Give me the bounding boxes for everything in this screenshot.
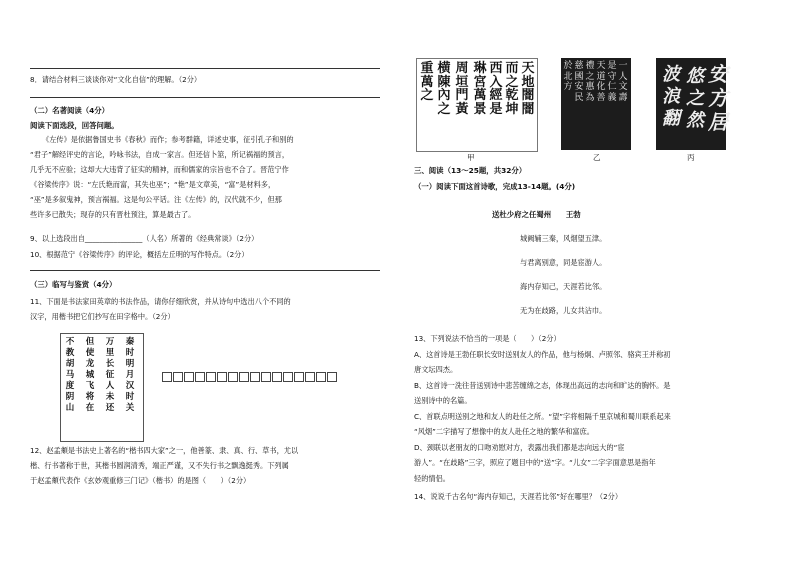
callig-col: 而 之 乾 坤 (505, 61, 519, 117)
question-12-line: 于赵孟頫代表作《玄妙观重修三门记》（楷书）的是图（ ）（2分） (30, 476, 251, 485)
question-11-line1: 11、下面是书法家田英章的书法作品，请你仔细欣赏，并从诗句中选出八个不同的 (30, 297, 291, 306)
calligraphy-jia (416, 58, 538, 152)
question-9: 9、以上选段出自________________（人名）所著的《经典常谈》（2分） (30, 234, 259, 243)
tianzige-grid[interactable] (162, 372, 338, 382)
poem-column: 但 使 龙 城 飞 将 在 (85, 337, 95, 413)
tianzige-cell[interactable] (305, 372, 315, 382)
tianzige-cell[interactable] (272, 372, 282, 382)
callig-col: 悠 之 然 (686, 66, 704, 131)
tianzige-cell[interactable] (239, 372, 249, 382)
q13-option-line: 送别诗中的名篇。 (414, 396, 472, 405)
tianzige-cell[interactable] (316, 372, 326, 382)
poem-column: 秦 时 明 月 汉 时 关 (125, 337, 135, 413)
section-2-instruction: 阅读下面选段，回答问题。 (30, 121, 119, 130)
label-jia: 甲 (467, 153, 475, 162)
poem-calligraphy-box (60, 333, 144, 442)
calligraphy-bing (656, 58, 726, 150)
callig-col: 於 北 方 (563, 61, 573, 92)
poem-column: 万 里 长 征 人 未 还 (105, 337, 115, 413)
q13-option-line: C、首联点明送别之地和友人的赴任之所。“望”字将相隔千里京城和蜀川联系起来 (414, 412, 671, 421)
callig-col: 周 垣 門 黃 (455, 61, 469, 117)
question-8: 8．请结合材料三谈谈你对“文化自信”的理解。（2分） (30, 75, 202, 84)
passage-line: 些许多已散失；现存的只有晋杜预注，算是最古了。 (30, 210, 196, 219)
poem-title: 送杜少府之任蜀州 王勃 (492, 210, 581, 219)
q13-option-line: A、这首诗是王勃任职长安时送别友人的作品，他与杨炯、卢照邻、骆宾王并称初 (414, 350, 671, 359)
answer-line-8 (30, 97, 380, 98)
callig-col: 一 人 文 壽 (618, 61, 628, 103)
callig-col: 安 方 居 (708, 62, 728, 134)
passage-line: 《谷梁传序》说：“左氏艳而富，其失也巫”；“艳”是文章美，“富”是材料多， (30, 180, 276, 189)
label-yi: 乙 (593, 153, 601, 162)
tianzige-cell[interactable] (206, 372, 216, 382)
tianzige-cell[interactable] (217, 372, 227, 382)
poem-column: 不 教 胡 马 度 阴 山 (65, 337, 75, 413)
tianzige-cell[interactable] (162, 372, 172, 382)
callig-col: 重 萬 之 (420, 61, 434, 103)
poem-line: 与君离别意，同是宦游人。 (520, 258, 607, 267)
tianzige-cell[interactable] (173, 372, 183, 382)
question-11-line2: 汉字，用楷书把它们抄写在田字格中。（2分） (30, 312, 175, 321)
subsection-1-title: （一）阅读下面这首诗歌，完成13-14题。(4分) (414, 182, 576, 191)
q13-option-line: 唐文坛四杰。 (414, 365, 458, 374)
callig-col: 西 入 經 是 (489, 61, 503, 117)
poem-line: 无为在歧路，儿女共沾巾。 (520, 306, 607, 315)
tianzige-cell[interactable] (250, 372, 260, 382)
question-14: 14、说说千古名句“海内存知己，天涯若比邻”好在哪里？（2分） (414, 492, 623, 501)
section-2-title: （二）名著阅读（4分） (30, 106, 110, 115)
answer-line-10 (30, 270, 380, 271)
tianzige-cell[interactable] (283, 372, 293, 382)
top-rule-left (30, 68, 380, 69)
callig-col: 天 道 化 善 (596, 61, 606, 103)
question-13: 13、下列说法不恰当的一项是（ ）（2分） (414, 334, 561, 343)
callig-col: 波 浪 翻 (662, 64, 680, 129)
label-bing: 丙 (687, 153, 695, 162)
q13-option-line: B、这首诗一洗往昔送别诗中悲苦缠绵之态，体现出高远的志向和旷达的胸怀。是 (414, 381, 671, 390)
question-10: 10、根据范宁《谷梁传序》的评论，概括左丘明的写作特点。（2分） (30, 250, 249, 259)
q13-option-line: “风烟”二字描写了想像中的友人赴任之地的繁华和富庶。 (414, 427, 594, 436)
tianzige-cell[interactable] (228, 372, 238, 382)
callig-col: 横 陳 內 之 (437, 61, 451, 117)
tianzige-cell[interactable] (327, 372, 337, 382)
q13-option-line: 轻的情侣。 (414, 474, 450, 483)
question-12-line: 楷、行书著称于世，其楷书圆润清秀，端正严谨，又不失行书之飘逸挺秀。下列属 (30, 461, 289, 470)
tianzige-cell[interactable] (294, 372, 304, 382)
callig-col: 慈 國 安 民 (574, 61, 584, 103)
tianzige-cell[interactable] (261, 372, 271, 382)
q13-option-line: 游人”。“在歧路”三字，照应了题目中的“送”字。“儿女”二字字面意思是指年 (414, 458, 656, 467)
callig-col: 琳 宮 萬 景 (473, 61, 487, 117)
q13-option-line: D、颈联以老朋友的口吻劝慰对方，表露出我们都是志向远大的“宦 (414, 443, 625, 452)
poem-line: 海内存知己，天涯若比邻。 (520, 282, 607, 291)
passage-line: “巫”是多叙鬼神，预言祸福。这是句公平话。注《左传》的，汉代就不少，但那 (30, 195, 282, 204)
tianzige-cell[interactable] (184, 372, 194, 382)
callig-col: 天 地 闇 闇 (521, 61, 535, 117)
passage-line: 《左传》是依据鲁国史书《春秋》而作；参考群籍，详述史事，征引孔子和别的 (42, 135, 294, 144)
callig-col: 是 守 仁 義 (607, 61, 617, 103)
passage-line: 几乎无不应验；这却大大违背了征实的精神，而和儒家的宗旨也不合了。晋范宁作 (30, 165, 289, 174)
section-3-title: （三）临写与鉴赏（4分） (30, 280, 117, 289)
calligraphy-yi (561, 58, 631, 150)
section-reading-title: 三、阅读（13～25题，共32分） (414, 166, 527, 175)
passage-line: “君子”解经评史的言论，吟咏书法，自成一家言。但还信卜筮，所记祸福的预言， (30, 150, 290, 159)
question-12-line: 12、赵孟頫是书法史上著名的“楷书四大家”之一，他善篆、隶、真、行、草书，尤以 (30, 446, 299, 455)
poem-line: 城阙辅三秦，风烟望五津。 (520, 234, 607, 243)
tianzige-cell[interactable] (195, 372, 205, 382)
callig-col: 禮 之 惠 為 (585, 61, 595, 103)
